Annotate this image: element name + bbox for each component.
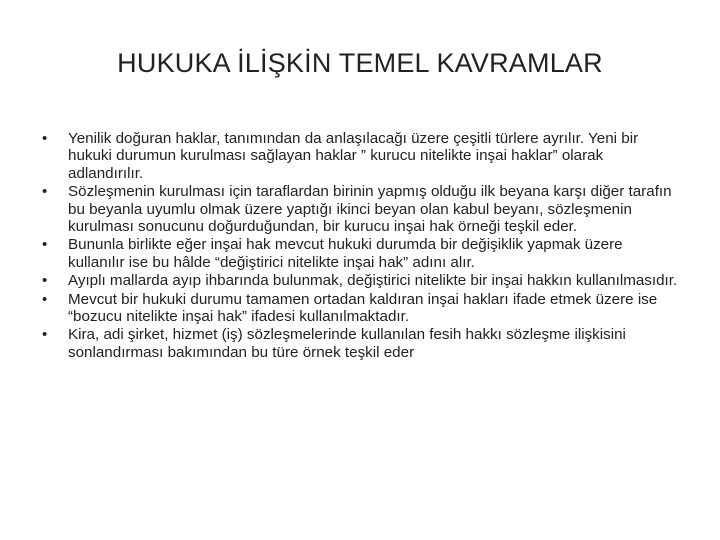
- bullet-list: [42, 130, 682, 362]
- bullet-dot-icon: •: [42, 272, 48, 290]
- bullet-text: Sözleşmenin kurulması için taraflardan birinin yapmış olduğu ilk beyana karşı diğer tarafın bu beyanla uyumlu olmak üzere yaptığı ikinci beyan olan kabul beyanı, sözleşmenin kurulması sonucunu doğurduğundan, bir kurucu inşai hak örneği teşkil eder.: [68, 183, 672, 236]
- bullet-dot-icon: •: [42, 236, 48, 254]
- bullet-text: Bununla birlikte eğer inşai hak mevcut hukuki durumda bir değişiklik yapmak üzere kullanılır ise bu hâlde “değiştirici nitelikte inşai hak” adını alır.: [68, 236, 623, 271]
- bullet-item: [42, 130, 682, 182]
- bullet-item: [42, 272, 682, 289]
- bullet-text: Kira, adi şirket, hizmet (iş) sözleşmelerinde kullanılan fesih hakkı sözleşme ilişkisini sonlandırması bakımından bu türe örnek teşkil eder: [68, 326, 626, 361]
- bullet-text: Yenilik doğuran haklar, tanımından da anlaşılacağı üzere çeşitli türlere ayrılır. Yeni bir hukuki durumun kurulması sağlayan haklar ” kurucu nitelikte inşai haklar” olarak adlandırılır.: [68, 130, 639, 182]
- bullet-item: [42, 291, 682, 326]
- bullet-text: Mevcut bir hukuki durumu tamamen ortadan kaldıran inşai hakları ifade etmek üzere ise “bozucu nitelikte inşai hak” ifadesi kullanılmaktadır.: [68, 290, 658, 326]
- slide-title: HUKUKA İLİŞKİN TEMEL KAVRAMLAR: [117, 48, 603, 78]
- bullet-dot-icon: •: [42, 130, 48, 147]
- bullet-item: [42, 183, 682, 235]
- bullet-text: Ayıplı mallarda ayıp ihbarında bulunmak, değiştirici nitelikte bir inşai hakkın kullanılmasıdır.: [68, 272, 678, 290]
- bullet-dot-icon: •: [42, 290, 48, 308]
- bullet-dot-icon: •: [42, 183, 48, 201]
- bullet-dot-icon: •: [42, 326, 48, 344]
- bullet-item: [42, 236, 682, 271]
- bullet-item: [42, 326, 682, 361]
